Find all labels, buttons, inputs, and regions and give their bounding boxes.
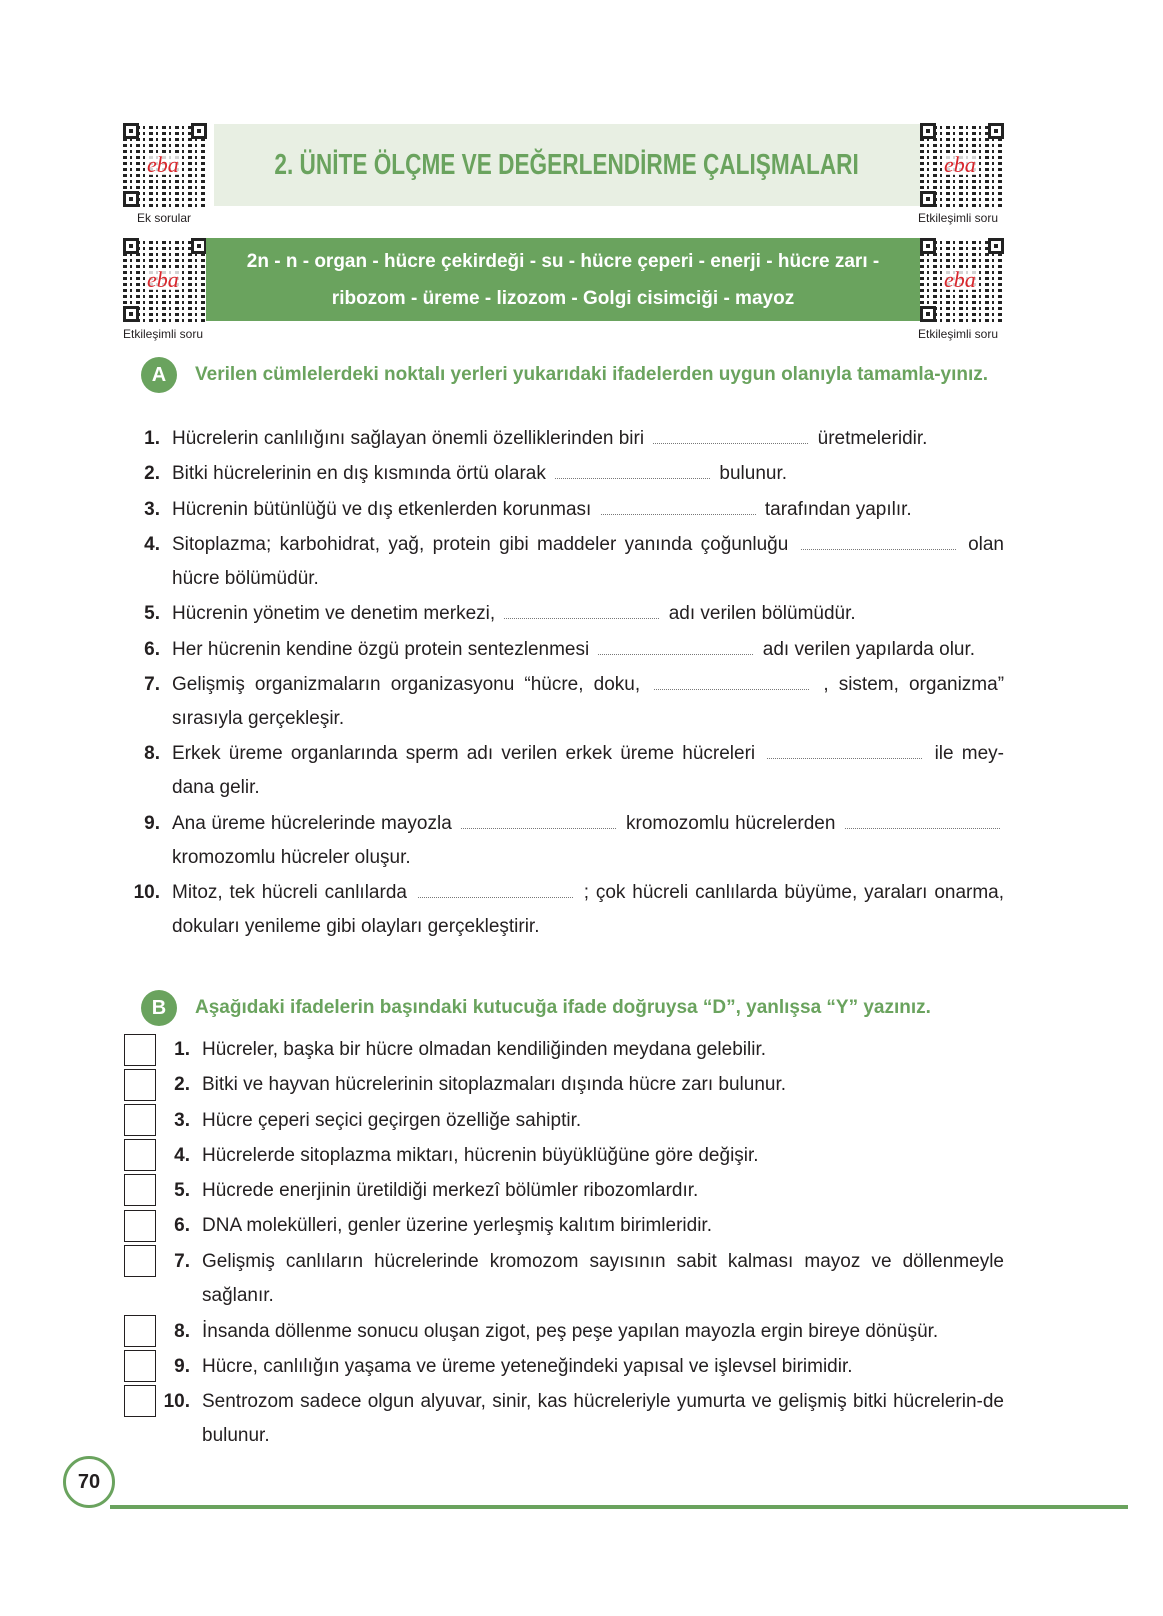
qr-caption: Etkileşimli soru: [918, 327, 999, 341]
item-number: 5.: [144, 603, 160, 624]
item-text: Hücrelerde sitoplazma miktarı, hücrenin büyüklüğüne göre değişir.: [202, 1145, 759, 1166]
blank-field[interactable]: [845, 814, 1000, 829]
item-number: 5.: [174, 1180, 190, 1201]
item-text-part: Mitoz, tek hücreli canlılarda: [172, 882, 407, 903]
item-number: 8.: [144, 743, 160, 764]
item-text: [172, 493, 1004, 527]
item-text: [172, 876, 1004, 944]
item-text-part: kromozomlu hücrelerden: [626, 813, 836, 834]
item-number: 2.: [174, 1074, 190, 1095]
item-text-part: üretmeleridir.: [817, 428, 928, 449]
item-text-part: Erkek üreme organlarında sperm adı verilen erkek üreme hücreleri: [172, 743, 756, 764]
item-number: 6.: [144, 639, 160, 660]
item-text: [172, 528, 1004, 596]
section-b-title: Aşağıdaki ifadelerin başındaki kutucuğa ifade doğruysa “D”, yanlışsa “Y” yazınız.: [195, 997, 931, 1018]
word-bank: [206, 238, 920, 321]
qr-caption: Etkileşimli soru: [123, 327, 204, 341]
item-number: 4.: [144, 534, 160, 555]
item-text: Hücre, canlılığın yaşama ve üreme yeteneğindeki yapısal ve işlevsel birimidir.: [202, 1356, 853, 1377]
section-a-title: Verilen cümlelerdeki noktalı yerleri yukarıdaki ifadelerden uygun olanıyla tamamla-yınız.: [195, 364, 989, 385]
section-a-badge: A: [141, 357, 177, 393]
section-b-badge: B: [141, 990, 177, 1026]
item-text: [172, 633, 1004, 667]
item-text: Bitki ve hayvan hücrelerinin sitoplazmaları dışında hücre zarı bulunur.: [202, 1074, 787, 1095]
item-text-part: tarafından yapılır.: [764, 499, 912, 520]
qr-code-ek-sorular[interactable]: [123, 123, 207, 207]
item-text-part: Hücrenin bütünlüğü ve dış etkenlerden korunması: [172, 499, 592, 520]
item-text-part: adı verilen bölümüdür.: [668, 603, 856, 624]
item-text: Hücreler, başka bir hücre olmadan kendiliğinden meydana gelebilir.: [202, 1039, 766, 1060]
page-title: 2. ÜNİTE ÖLÇME VE DEĞERLENDİRME ÇALIŞMALARI: [274, 148, 860, 181]
qr-code-etkilesimli-soru[interactable]: [920, 123, 1004, 207]
item-text-part: Hücrelerin canlılığını sağlayan önemli özelliklerinden biri: [172, 428, 645, 449]
footer-divider: [110, 1505, 1128, 1509]
item-text-part: bulunur.: [719, 463, 788, 484]
word-bank-line: ribozom - üreme - lizozom - Golgi cisimciği - mayoz: [331, 288, 795, 309]
blank-field[interactable]: [767, 744, 922, 759]
item-text: [172, 737, 1004, 805]
qr-caption: Etkileşimli soru: [918, 211, 999, 225]
item-number: 2.: [144, 463, 160, 484]
item-text-part: Hücrenin yönetim ve denetim merkezi,: [172, 603, 496, 624]
blank-field[interactable]: [653, 429, 808, 444]
blank-field[interactable]: [654, 675, 809, 690]
item-text: [172, 597, 1004, 631]
qr-code-etkilesimli-soru[interactable]: [920, 238, 1004, 322]
item-text: [172, 457, 1004, 491]
eba-logo: eba: [944, 152, 976, 177]
item-number: 9.: [174, 1356, 190, 1377]
item-text-part: Gelişmiş organizmaların organizasyonu “hücre, doku,: [172, 674, 641, 695]
item-text: Gelişmiş canlıların hücrelerinde kromozom sayısının sabit kalması mayoz ve döllenmeyle sağlanır.: [202, 1251, 1004, 1306]
item-text-part: ; çok hücreli canlılarda büyüme, yaraları onarma, dokuları yenileme gibi olayları gerçekleştirir.: [172, 882, 1005, 937]
item-number: 1.: [174, 1039, 190, 1060]
item-text: Sentrozom sadece olgun alyuvar, sinir, kas hücreleriyle yumurta ve gelişmiş bitki hücrelerin-de bulunur.: [202, 1391, 1004, 1446]
item-number: 6.: [174, 1215, 190, 1236]
blank-field[interactable]: [801, 535, 956, 550]
item-number: 7.: [174, 1251, 190, 1272]
item-number: 10.: [133, 882, 160, 903]
item-text: Hücre çeperi seçici geçirgen özelliğe sahiptir.: [202, 1110, 582, 1131]
item-text: İnsanda döllenme sonucu oluşan zigot, peş peşe yapılan mayozla ergin bireye dönüşür.: [202, 1321, 939, 1342]
word-bank-line: 2n - n - organ - hücre çekirdeği - su - hücre çeperi - enerji - hücre zarı -: [246, 251, 880, 272]
unit-title-banner: [214, 124, 920, 206]
item-text-part: Ana üreme hücrelerinde mayozla: [172, 813, 452, 834]
blank-field[interactable]: [461, 814, 616, 829]
item-text: [172, 422, 1004, 456]
page-number: 70: [63, 1456, 115, 1508]
blank-field[interactable]: [418, 883, 573, 898]
item-text-part: , sistem, organizma” sırasıyla gerçekleşir.: [172, 674, 1005, 729]
item-number: 4.: [174, 1145, 190, 1166]
blank-field[interactable]: [601, 500, 756, 515]
item-number: 1.: [144, 428, 160, 449]
item-number: 7.: [144, 674, 160, 695]
item-number: 9.: [144, 813, 160, 834]
blank-field[interactable]: [598, 640, 753, 655]
item-number: 8.: [174, 1321, 190, 1342]
item-text-part: Bitki hücrelerinin en dış kısmında örtü olarak: [172, 463, 546, 484]
eba-logo: eba: [147, 267, 179, 292]
item-text-part: Sitoplazma; karbohidrat, yağ, protein gibi maddeler yanında çoğunluğu: [172, 534, 789, 555]
qr-code-etkilesimli-soru[interactable]: [123, 238, 207, 322]
item-text: [172, 668, 1004, 736]
item-text-part: Her hücrenin kendine özgü protein sentezlenmesi: [172, 639, 590, 660]
item-text-part: olan hücre bölümüdür.: [172, 534, 1004, 589]
item-text-part: kromozomlu hücreler oluşur.: [172, 847, 411, 868]
qr-caption: Ek sorular: [137, 211, 192, 225]
blank-field[interactable]: [504, 604, 659, 619]
item-text: [172, 807, 1004, 875]
item-text: Hücrede enerjinin üretildiği merkezî bölümler ribozomlardır.: [202, 1180, 699, 1201]
item-number: 3.: [174, 1110, 190, 1131]
item-text-part: ile mey-dana gelir.: [172, 743, 1005, 798]
eba-logo: eba: [944, 267, 976, 292]
item-number: 3.: [144, 499, 160, 520]
eba-logo: eba: [147, 152, 179, 177]
item-text: DNA molekülleri, genler üzerine yerleşmiş kalıtım birimleridir.: [202, 1215, 712, 1236]
item-text-part: adı verilen yapılarda olur.: [762, 639, 976, 660]
item-number: 10.: [163, 1391, 190, 1412]
blank-field[interactable]: [555, 464, 710, 479]
